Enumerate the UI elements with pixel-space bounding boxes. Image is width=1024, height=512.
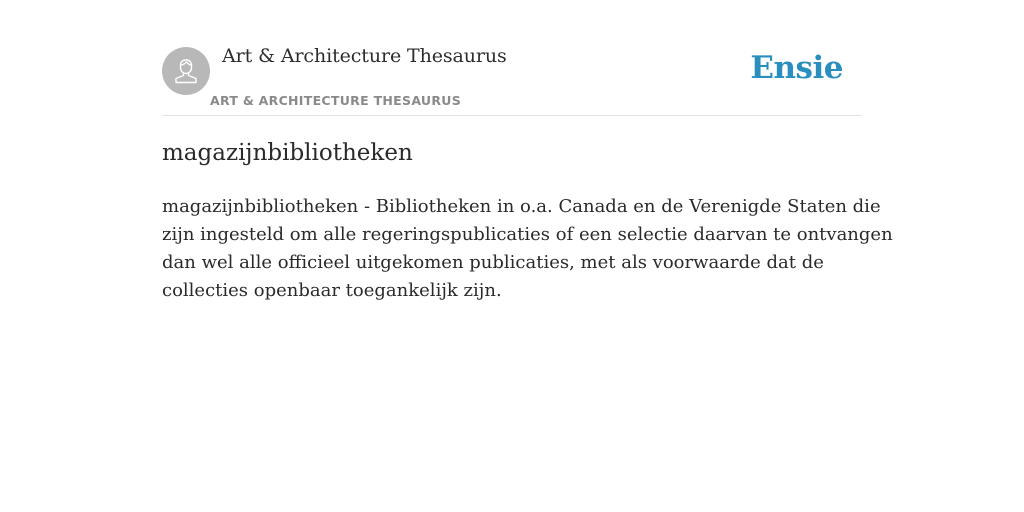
entry-title: magazijnbibliotheken bbox=[162, 140, 413, 166]
definition-line: dan wel alle officieel uitgekomen publicaties, met als voorwaarde dat de bbox=[162, 252, 824, 273]
definition-line: magazijnbibliotheken - Bibliotheken in o.a. Canada en de Verenigde Staten die bbox=[162, 196, 881, 217]
definition-line: zijn ingesteld om alle regeringspublicaties of een selectie daarvan te ontvangen bbox=[162, 224, 893, 245]
entry-header bbox=[162, 0, 862, 116]
user-avatar-icon bbox=[171, 56, 201, 86]
author-avatar[interactable] bbox=[162, 47, 210, 95]
author-name-link[interactable]: Art & Architecture Thesaurus bbox=[222, 45, 507, 67]
ensie-logo[interactable]: Ensie bbox=[750, 50, 843, 86]
entry-definition bbox=[162, 193, 893, 305]
source-label[interactable]: ART & ARCHITECTURE THESAURUS bbox=[210, 93, 462, 108]
definition-line: collecties openbaar toegankelijk zijn. bbox=[162, 280, 502, 301]
page-container bbox=[162, 0, 893, 301]
